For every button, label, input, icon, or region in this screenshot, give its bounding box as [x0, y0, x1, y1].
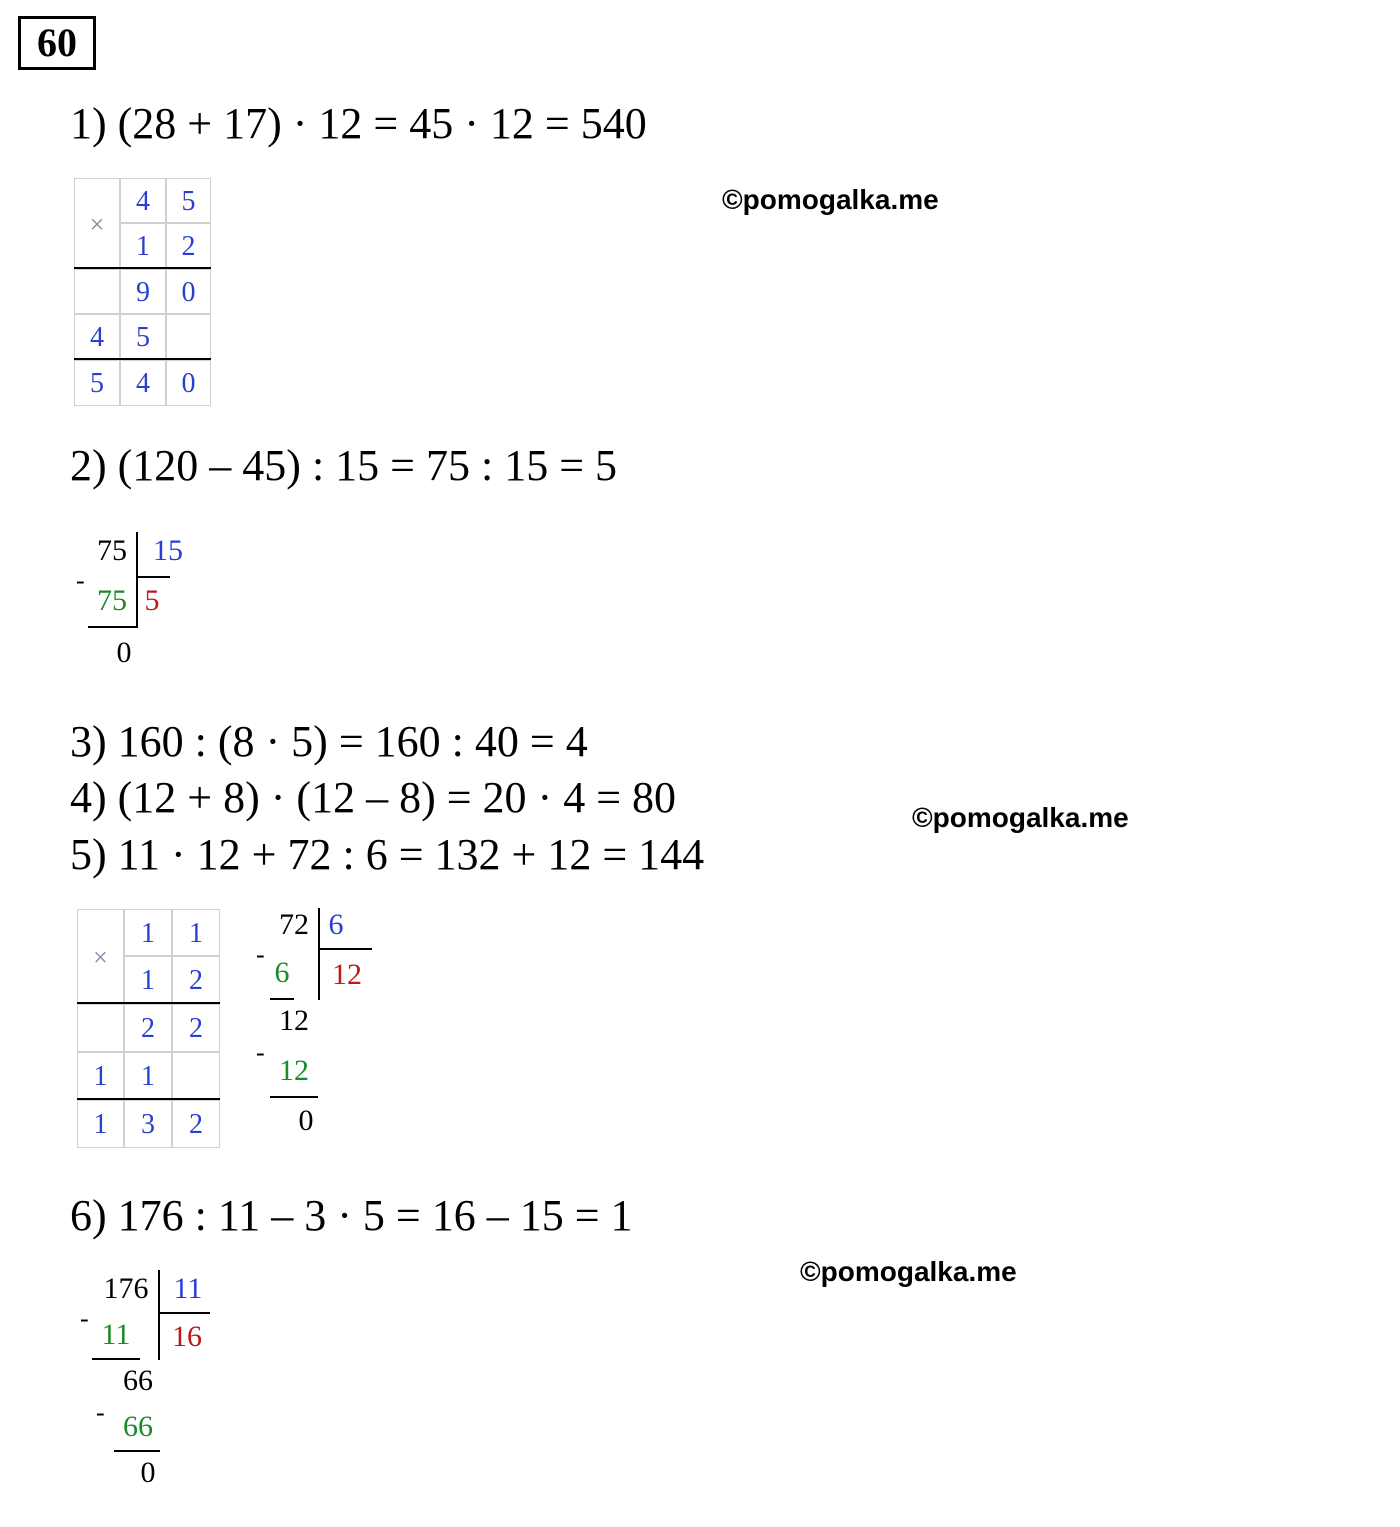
- watermark-2: ©pomogalka.me: [912, 802, 1129, 833]
- minus-sign: -: [80, 1304, 89, 1333]
- grid-cell: 9: [120, 269, 166, 314]
- grid-cell: [172, 1052, 220, 1100]
- grid-cell: 1: [124, 956, 172, 1004]
- quotient: 5: [144, 584, 160, 617]
- quotient: 16: [172, 1320, 202, 1353]
- long-division-75-by-15: [70, 530, 210, 680]
- minus-sign: -: [96, 1398, 105, 1427]
- subtrahend: 75: [97, 584, 127, 617]
- grid-cell: 1: [77, 1052, 124, 1100]
- division-bar: [318, 908, 320, 1000]
- partial-dividend: 66: [123, 1364, 153, 1397]
- grid-cell: 0: [166, 269, 211, 314]
- division-bar: [158, 1270, 160, 1360]
- grid-cell: 1: [172, 909, 220, 956]
- minus-sign: -: [256, 1038, 265, 1067]
- grid-cell: 2: [166, 223, 211, 269]
- grid-underline: [77, 1002, 220, 1004]
- multiply-sign: ×: [74, 178, 120, 269]
- task-number: 60: [18, 16, 96, 70]
- division-bar: [136, 532, 138, 628]
- grid-cell: 1: [124, 909, 172, 956]
- grid-underline: [74, 267, 211, 269]
- quotient-line: [158, 1312, 210, 1314]
- grid-underline: [77, 1098, 220, 1100]
- subtraction-line: [270, 998, 294, 1000]
- quotient-line: [318, 948, 372, 950]
- subtraction-line: [270, 1096, 318, 1098]
- dividend: 72: [279, 908, 309, 941]
- grid-cell: 2: [172, 1100, 220, 1148]
- long-division-72-by-6: [252, 906, 382, 1146]
- equation-2: 2) (120 – 45) : 15 = 75 : 15 = 5: [70, 441, 618, 490]
- grid-cell: 4: [120, 360, 166, 406]
- subtraction-line: [88, 626, 136, 628]
- minus-sign: -: [76, 566, 85, 595]
- multiply-sign: ×: [77, 909, 124, 1004]
- dividend: 75: [97, 534, 127, 567]
- grid-cell: 5: [120, 314, 166, 360]
- quotient: 12: [332, 958, 362, 991]
- quotient-line: [136, 576, 170, 578]
- equation-1: 1) (28 + 17) · 12 = 45 · 12 = 540: [70, 99, 647, 148]
- grid-cell: 1: [124, 1052, 172, 1100]
- subtrahend: 11: [101, 1318, 131, 1351]
- equation-3: 3) 160 : (8 · 5) = 160 : 40 = 4: [70, 717, 588, 766]
- divisor: 11: [173, 1272, 203, 1305]
- grid-cell: 2: [124, 1004, 172, 1052]
- subtraction-line: [114, 1450, 160, 1452]
- grid-cell: 3: [124, 1100, 172, 1148]
- divisor: 15: [153, 534, 183, 567]
- grid-cell: 1: [120, 223, 166, 269]
- watermark-3: ©pomogalka.me: [800, 1256, 1017, 1287]
- equation-4: 4) (12 + 8) · (12 – 8) = 20 · 4 = 80: [70, 773, 677, 822]
- grid-cell: 5: [166, 178, 211, 223]
- subtrahend: 6: [274, 956, 290, 989]
- grid-cell: [166, 314, 211, 360]
- grid-cell: 0: [166, 360, 211, 406]
- subtrahend: 66: [123, 1410, 153, 1443]
- remainder: 0: [298, 1104, 314, 1137]
- grid-cell: 4: [120, 178, 166, 223]
- grid-cell: [77, 1004, 124, 1052]
- watermark-1: ©pomogalka.me: [722, 184, 939, 215]
- grid-cell: 2: [172, 956, 220, 1004]
- equation-5: 5) 11 · 12 + 72 : 6 = 132 + 12 = 144: [70, 830, 705, 879]
- subtraction-line: [92, 1358, 140, 1360]
- grid-cell: 5: [74, 360, 120, 406]
- grid-cell: 1: [77, 1100, 124, 1148]
- subtrahend: 12: [279, 1054, 309, 1087]
- grid-cell: [74, 269, 120, 314]
- remainder: 0: [116, 636, 132, 669]
- divisor: 6: [328, 908, 344, 941]
- equation-6: 6) 176 : 11 – 3 · 5 = 16 – 15 = 1: [70, 1191, 633, 1240]
- grid-underline: [74, 358, 211, 360]
- grid-cell: 4: [74, 314, 120, 360]
- dividend: 176: [103, 1272, 149, 1305]
- long-division-176-by-11: [78, 1270, 218, 1500]
- grid-cell: 2: [172, 1004, 220, 1052]
- minus-sign: -: [256, 940, 265, 969]
- partial-dividend: 12: [279, 1004, 309, 1037]
- remainder: 0: [140, 1456, 156, 1489]
